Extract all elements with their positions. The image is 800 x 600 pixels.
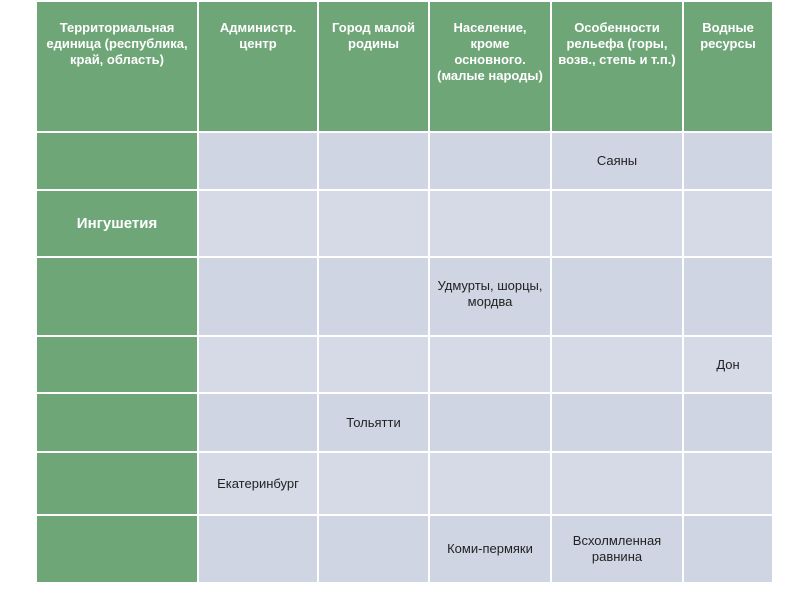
cell-population: Удмурты, шорцы, мордва bbox=[429, 257, 551, 336]
cell-relief bbox=[551, 190, 683, 257]
cell-hometown bbox=[318, 452, 429, 515]
cell-population bbox=[429, 452, 551, 515]
cell-water bbox=[683, 132, 773, 190]
cell-hometown bbox=[318, 132, 429, 190]
cell-hometown bbox=[318, 190, 429, 257]
cell-hometown bbox=[318, 257, 429, 336]
header-territory: Территориальная единица (республика, край, область) bbox=[36, 1, 198, 132]
cell-territory bbox=[36, 336, 198, 393]
header-row bbox=[36, 1, 773, 132]
cell-population bbox=[429, 132, 551, 190]
cell-population: Коми-пермяки bbox=[429, 515, 551, 583]
cell-admin-center bbox=[198, 336, 318, 393]
cell-relief bbox=[551, 393, 683, 452]
cell-admin-center: Екатеринбург bbox=[198, 452, 318, 515]
cell-territory bbox=[36, 515, 198, 583]
header-population: Население, кроме основного. (малые народы) bbox=[429, 1, 551, 132]
cell-relief: Всхолмленная равнина bbox=[551, 515, 683, 583]
cell-admin-center bbox=[198, 393, 318, 452]
cell-territory bbox=[36, 132, 198, 190]
cell-population bbox=[429, 190, 551, 257]
cell-population bbox=[429, 393, 551, 452]
cell-water bbox=[683, 257, 773, 336]
cell-hometown: Тольятти bbox=[318, 393, 429, 452]
cell-admin-center bbox=[198, 190, 318, 257]
table-row bbox=[36, 190, 773, 257]
header-water: Водные ресурсы bbox=[683, 1, 773, 132]
cell-admin-center bbox=[198, 132, 318, 190]
header-admin-center: Администр. центр bbox=[198, 1, 318, 132]
cell-hometown bbox=[318, 515, 429, 583]
header-relief: Особенности рельефа (горы, возв., степь и т.п.) bbox=[551, 1, 683, 132]
cell-water: Дон bbox=[683, 336, 773, 393]
table-row bbox=[36, 132, 773, 190]
cell-hometown bbox=[318, 336, 429, 393]
table-row bbox=[36, 393, 773, 452]
cell-territory bbox=[36, 452, 198, 515]
cell-population bbox=[429, 336, 551, 393]
cell-admin-center bbox=[198, 515, 318, 583]
territory-table bbox=[35, 0, 774, 584]
table-row bbox=[36, 515, 773, 583]
header-hometown: Город малой родины bbox=[318, 1, 429, 132]
cell-admin-center bbox=[198, 257, 318, 336]
cell-relief bbox=[551, 336, 683, 393]
cell-water bbox=[683, 515, 773, 583]
cell-relief: Саяны bbox=[551, 132, 683, 190]
cell-water bbox=[683, 452, 773, 515]
cell-water bbox=[683, 393, 773, 452]
cell-territory: Ингушетия bbox=[36, 190, 198, 257]
table-row bbox=[36, 336, 773, 393]
cell-relief bbox=[551, 452, 683, 515]
cell-relief bbox=[551, 257, 683, 336]
table-row bbox=[36, 452, 773, 515]
cell-water bbox=[683, 190, 773, 257]
cell-territory bbox=[36, 393, 198, 452]
table-row bbox=[36, 257, 773, 336]
cell-territory bbox=[36, 257, 198, 336]
